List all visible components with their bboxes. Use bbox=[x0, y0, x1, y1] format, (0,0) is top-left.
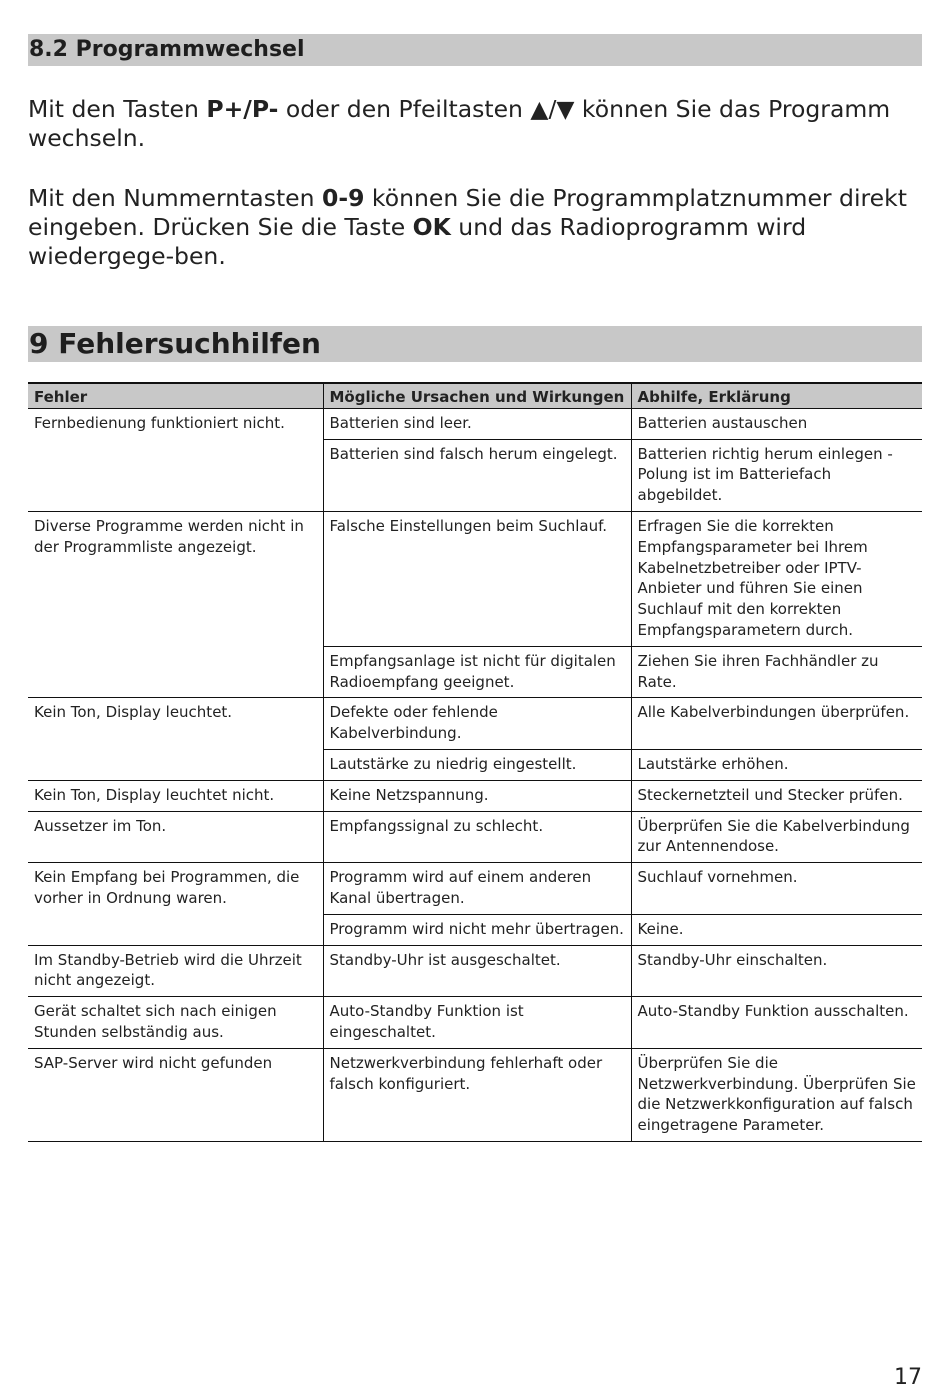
fault-cell: Im Standby-Betrieb wird die Uhrzeit nicht angezeigt. bbox=[28, 945, 323, 997]
remedy-cell: Ziehen Sie ihren Fachhändler zu Rate. bbox=[631, 646, 922, 698]
key-label: 0-9 bbox=[321, 184, 365, 212]
cause-cell: Falsche Einstellungen beim Suchlauf. bbox=[323, 511, 631, 646]
cause-cell: Standby-Uhr ist ausgeschaltet. bbox=[323, 945, 631, 997]
table-row bbox=[28, 945, 922, 997]
text: können Sie die Programmplatznummer direkt eingeben. Drücken Sie die Taste bbox=[28, 184, 907, 241]
cause-cell: Keine Netzspannung. bbox=[323, 780, 631, 811]
section-heading-9 bbox=[28, 326, 922, 362]
text: und das Radioprogramm wird wiedergege-ben. bbox=[28, 213, 807, 270]
troubleshooting-table bbox=[28, 382, 922, 1142]
section-heading-8-2 bbox=[28, 34, 922, 66]
cause-cell: Lautstärke zu niedrig eingestellt. bbox=[323, 749, 631, 780]
fault-cell: SAP-Server wird nicht gefunden bbox=[28, 1048, 323, 1141]
fault-cell: Kein Empfang bei Programmen, die vorher in Ordnung waren. bbox=[28, 863, 323, 945]
cause-cell: Programm wird auf einem anderen Kanal übertragen. bbox=[323, 863, 631, 915]
text: können Sie das Programm wechseln. bbox=[28, 95, 891, 152]
paragraph-number-keys bbox=[28, 184, 922, 271]
page-number: 17 bbox=[894, 1365, 922, 1390]
table-row bbox=[28, 863, 922, 915]
cause-cell: Netzwerkverbindung fehlerhaft oder falsch konfiguriert. bbox=[323, 1048, 631, 1141]
column-header: Abhilfe, Erklärung bbox=[631, 383, 922, 408]
remedy-cell: Steckernetzteil und Stecker prüfen. bbox=[631, 780, 922, 811]
cause-cell: Programm wird nicht mehr übertragen. bbox=[323, 914, 631, 945]
table-row bbox=[28, 780, 922, 811]
cause-cell: Auto-Standby Funktion ist eingeschaltet. bbox=[323, 997, 631, 1049]
fault-cell: Kein Ton, Display leuchtet. bbox=[28, 698, 323, 780]
fault-cell: Diverse Programme werden nicht in der Programmliste angezeigt. bbox=[28, 511, 323, 697]
text: Mit den Tasten bbox=[28, 95, 207, 123]
key-label: OK bbox=[412, 213, 451, 241]
remedy-cell: Batterien richtig herum einlegen - Polung ist im Batteriefach abgebildet. bbox=[631, 439, 922, 511]
table-row bbox=[28, 1048, 922, 1141]
remedy-cell: Alle Kabelverbindungen überprüfen. bbox=[631, 698, 922, 750]
cause-cell: Batterien sind leer. bbox=[323, 408, 631, 439]
key-label: P+/P- bbox=[206, 95, 279, 123]
remedy-cell: Standby-Uhr einschalten. bbox=[631, 945, 922, 997]
arrow-keys-icon: ▲/▼ bbox=[530, 95, 575, 123]
remedy-cell: Überprüfen Sie die Kabelverbindung zur Antennendose. bbox=[631, 811, 922, 863]
section-title: 8.2 Programmwechsel bbox=[29, 37, 305, 62]
remedy-cell: Auto-Standby Funktion ausschalten. bbox=[631, 997, 922, 1049]
paragraph-program-switch-keys bbox=[28, 95, 922, 153]
remedy-cell: Keine. bbox=[631, 914, 922, 945]
table-header-row bbox=[28, 383, 922, 408]
column-header: Mögliche Ursachen und Wirkungen bbox=[323, 383, 631, 408]
table-row bbox=[28, 698, 922, 750]
remedy-cell: Erfragen Sie die korrekten Empfangsparameter bei Ihrem Kabelnetzbetreiber oder IPTV-Anbieter und führen Sie einen Suchlauf mit den korrekten Empfangsparametern durch. bbox=[631, 511, 922, 646]
remedy-cell: Suchlauf vornehmen. bbox=[631, 863, 922, 915]
cause-cell: Batterien sind falsch herum eingelegt. bbox=[323, 439, 631, 511]
text: oder den Pfeiltasten bbox=[278, 95, 531, 123]
table-row bbox=[28, 811, 922, 863]
table-row bbox=[28, 997, 922, 1049]
column-header: Fehler bbox=[28, 383, 323, 408]
cause-cell: Empfangsanlage ist nicht für digitalen Radioempfang geeignet. bbox=[323, 646, 631, 698]
text: Mit den Nummerntasten bbox=[28, 184, 322, 212]
table-row bbox=[28, 408, 922, 439]
fault-cell: Gerät schaltet sich nach einigen Stunden selbständig aus. bbox=[28, 997, 323, 1049]
remedy-cell: Überprüfen Sie die Netzwerkverbindung. Überprüfen Sie die Netzwerkkonfiguration auf falsch eingetragene Parameter. bbox=[631, 1048, 922, 1141]
table-row bbox=[28, 511, 922, 646]
cause-cell: Defekte oder fehlende Kabelverbindung. bbox=[323, 698, 631, 750]
fault-cell: Fernbedienung funktioniert nicht. bbox=[28, 408, 323, 511]
cause-cell: Empfangssignal zu schlecht. bbox=[323, 811, 631, 863]
remedy-cell: Lautstärke erhöhen. bbox=[631, 749, 922, 780]
fault-cell: Aussetzer im Ton. bbox=[28, 811, 323, 863]
fault-cell: Kein Ton, Display leuchtet nicht. bbox=[28, 780, 323, 811]
remedy-cell: Batterien austauschen bbox=[631, 408, 922, 439]
section-title: 9 Fehlersuchhilfen bbox=[29, 327, 321, 360]
